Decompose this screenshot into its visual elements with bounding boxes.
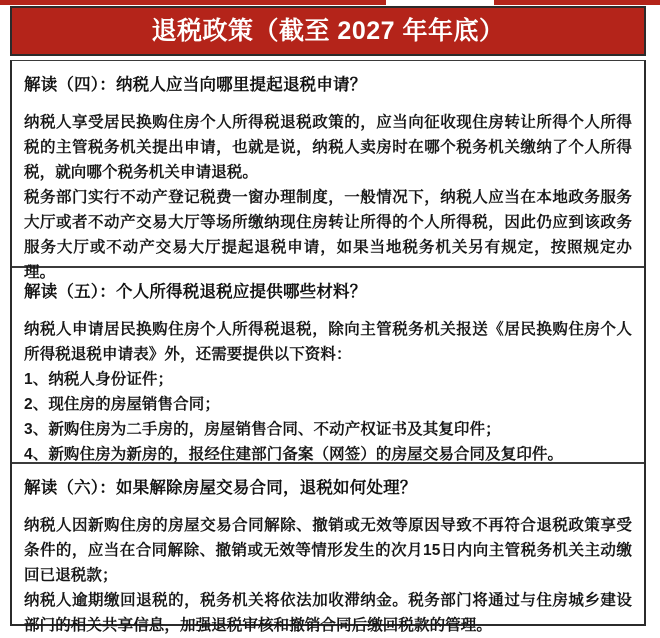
list-item: 2、现住房的房屋销售合同； xyxy=(24,396,220,414)
section-paragraph: 纳税人因新购住房的房屋交易合同解除、撤销或无效等原因导致不再符合退税政策享受条件的，应当在合同解除、撤销或无效等情形发生的次月15日内向主管税务机关主动缴回已退税款； xyxy=(24,516,632,584)
list-item: 4、新购住房为新房的，报经住建部门备案（网签）的房屋交易合同及复印件。 xyxy=(24,446,564,464)
header-banner xyxy=(10,6,646,56)
list-item: 3、新购住房为二手房的，房屋销售合同、不动产权证书及其复印件； xyxy=(24,421,501,439)
top-red-bleed xyxy=(0,0,660,5)
section-paragraph: 税务部门实行不动产登记税费一窗办理制度，一般情况下，纳税人应当在本地政务服务大厅或者不动产交易大厅等场所缴纳现住房转让所得的个人所得税，因此仍应到该政务服务大厅或不动产交易大厅提起退税申请，如果当地税务机关另有规定，按照规定办理。 xyxy=(24,189,632,282)
page-title: 退税政策（截至 2027 年年底） xyxy=(151,16,505,45)
section-heading: 解读（六）：如果解除房屋交易合同，退税如何处理？ xyxy=(24,479,417,497)
section-paragraph: 纳税人申请居民换购住房个人所得税退税，除向主管税务机关报送《居民换购住房个人所得税退税申请表》外，还需要提供以下资料： xyxy=(24,320,632,363)
section-heading: 解读（五）：个人所得税退税应提供哪些材料？ xyxy=(24,283,367,301)
section-heading: 解读（四）：纳税人应当向哪里提起退税申请？ xyxy=(24,76,367,94)
list-item: 1、纳税人身份证件； xyxy=(24,370,174,388)
section-paragraph: 纳税人享受居民换购住房个人所得税退税政策的，应当向征收现住房转让所得个人所得税的主管税务机关提出申请，也就是说，纳税人卖房时在哪个税务机关缴纳了个人所得税，就向哪个税务机关申请退税。 xyxy=(24,113,632,181)
content-card xyxy=(10,60,646,635)
top-bleed-notch xyxy=(386,0,494,5)
section-interpretation-four xyxy=(12,61,644,282)
section-interpretation-five xyxy=(12,266,644,462)
header-banner-wrapper xyxy=(10,6,646,56)
section-paragraph: 纳税人逾期缴回退税的，税务机关将依法加收滞纳金。税务部门将通过与住房城乡建设部门的相关共享信息，加强退税审核和撤销合同后缴回税款的管理。 xyxy=(24,592,632,635)
section-interpretation-six xyxy=(12,462,644,635)
